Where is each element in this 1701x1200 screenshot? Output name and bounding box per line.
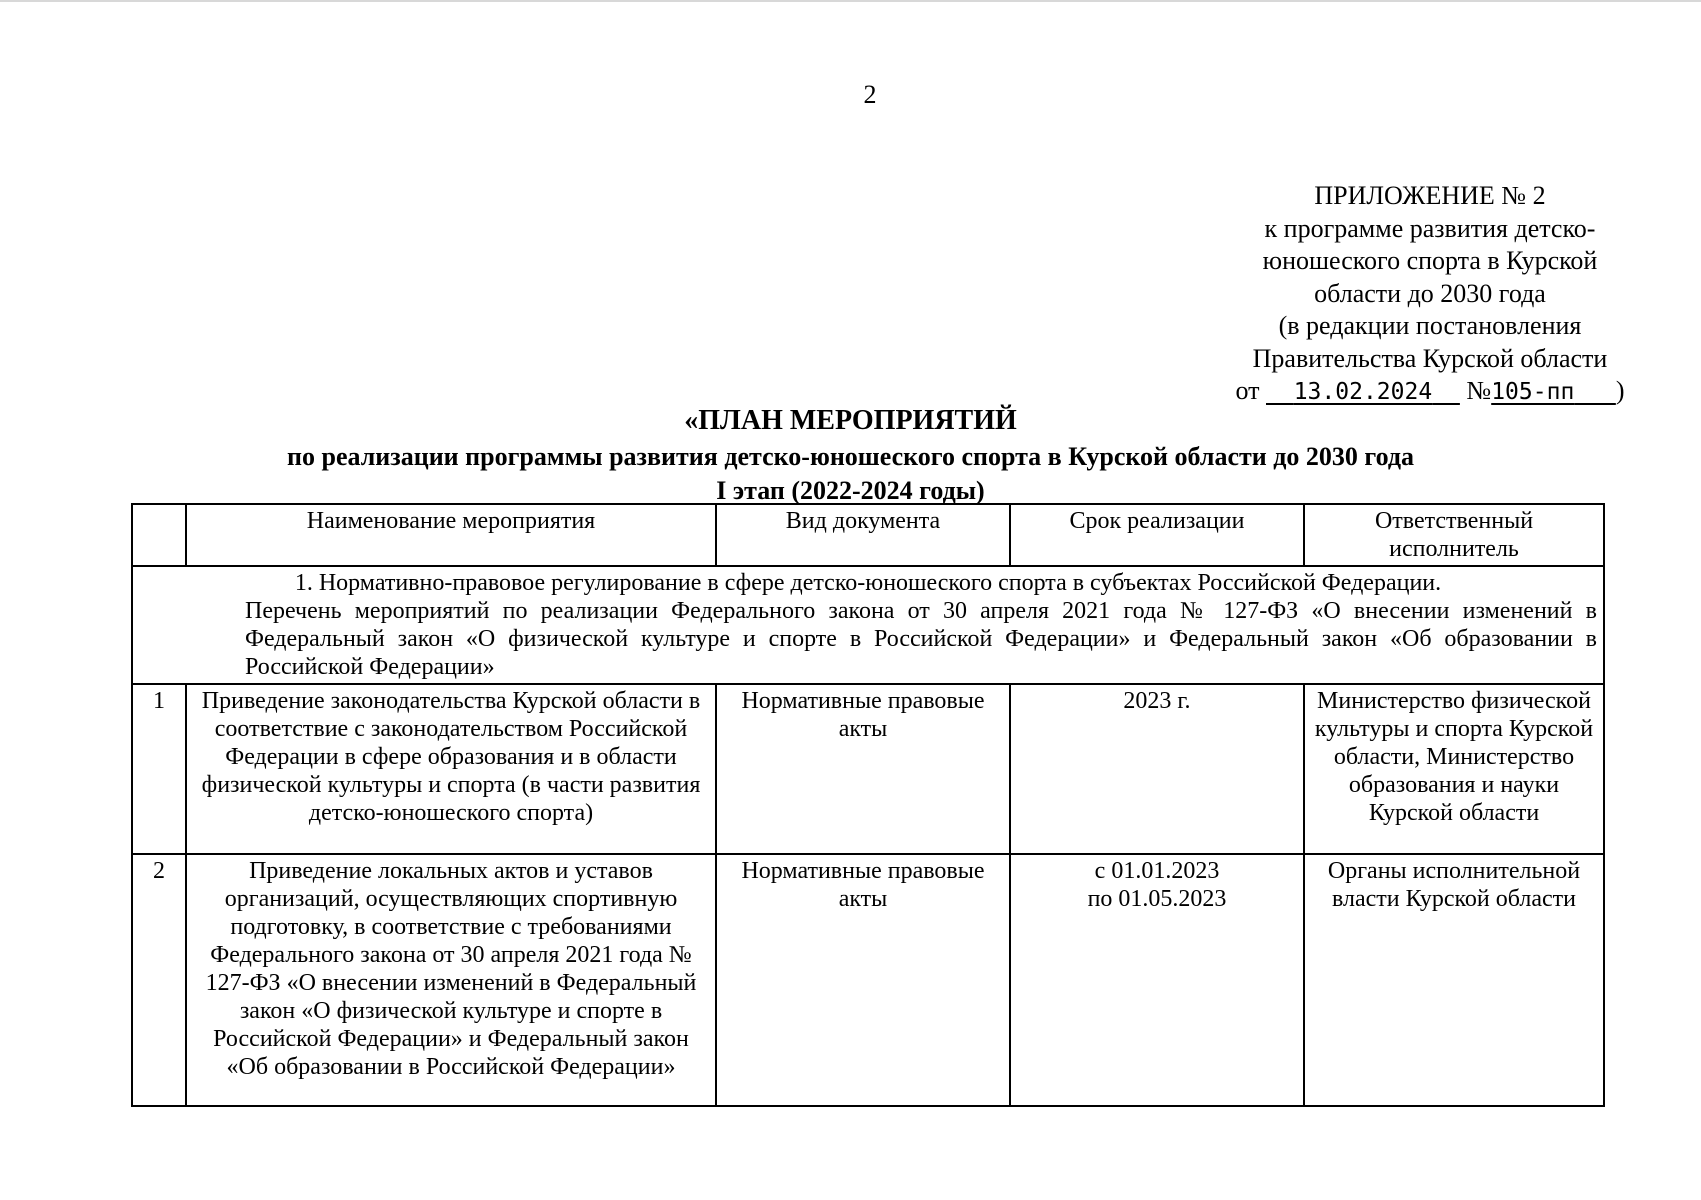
- row-responsible: Органы исполнительной власти Курской области: [1304, 854, 1604, 1106]
- appendix-line: ПРИЛОЖЕНИЕ № 2: [1314, 181, 1546, 210]
- header-resp: Ответственный исполнитель: [1304, 504, 1604, 566]
- section-row: [132, 566, 1604, 684]
- term-from: с 01.01.2023: [1094, 858, 1220, 884]
- row-activity: Приведение локальных актов и уставов организаций, осуществляющих спортивную подготовку, в соответствие с требованиями Федерального закона от 30 апреля 2021 года № 127-ФЗ «О внесении изменений в Федеральный закон «О физической культуре и спорте в Российской Федерации» и Федеральный закон «Об образовании в Российской Федерации»: [186, 854, 716, 1106]
- decree-number: 105-пп: [1491, 379, 1575, 405]
- plan-table: [131, 503, 1605, 1107]
- row-document: Нормативные правовые акты: [716, 854, 1010, 1106]
- header-num: [132, 504, 186, 566]
- number-prefix: №: [1466, 376, 1492, 405]
- appendix-line: области до 2030 года: [1314, 278, 1546, 308]
- header-name: Наименование мероприятия: [186, 504, 716, 566]
- row-number: 2: [132, 854, 186, 1106]
- plan-stage: I этап (2022-2024 годы): [716, 476, 985, 505]
- closing-paren: ): [1615, 376, 1625, 405]
- plan-subtitle: по реализации программы развития детско-юношеского спорта в Курской области до 2030 года: [287, 442, 1414, 471]
- row-activity: Приведение законодательства Курской области в соответствие с законодательством Российской Федерации в сфере образования и в области физической культуры и спорта (в части развития детско-юношеского спорта): [186, 684, 716, 854]
- table-header-row: [132, 504, 1604, 566]
- appendix-line: юношеского спорта в Курской: [1262, 246, 1598, 275]
- plan-title: «ПЛАН МЕРОПРИЯТИЙ: [684, 405, 1017, 436]
- appendix-line: к программе развития детско-: [1264, 213, 1596, 243]
- row-term: 2023 г.: [1010, 684, 1304, 854]
- decree-date: 13.02.2024: [1293, 379, 1433, 405]
- row-document: Нормативные правовые акты: [716, 684, 1010, 854]
- row-term: [1010, 854, 1304, 1106]
- row-number: 1: [132, 684, 186, 854]
- date-prefix: от: [1235, 376, 1260, 405]
- appendix-line: Правительства Курской области: [1252, 343, 1608, 373]
- section-heading: 1. Нормативно-правовое регулирование в сфере детско-юношеского спорта в субъектах Российской Федерации.: [294, 570, 1442, 596]
- row-responsible: Министерство физической культуры и спорта Курской области, Министерство образования и науки Курской области: [1304, 684, 1604, 854]
- appendix-line: (в редакции постановления: [1278, 311, 1582, 340]
- section-cell: [132, 566, 1604, 684]
- scan-edge-line: [0, 0, 1701, 2]
- section-subheading: Перечень мероприятий по реализации Федерального закона от 30 апреля 2021 года № 127-ФЗ «О внесении изменений в Федеральный закон «О физической культуре и спорте в Российской Федерации» и Федеральный закон «Об образовании в Российской Федерации»: [245, 598, 1597, 680]
- header-term: Срок реализации: [1010, 504, 1304, 566]
- appendix-block: [1190, 180, 1670, 409]
- header-doc: Вид документа: [716, 504, 1010, 566]
- term-to: по 01.05.2023: [1087, 886, 1227, 912]
- table-row: [132, 684, 1604, 854]
- page-number: 2: [863, 80, 877, 109]
- table-row: [132, 854, 1604, 1106]
